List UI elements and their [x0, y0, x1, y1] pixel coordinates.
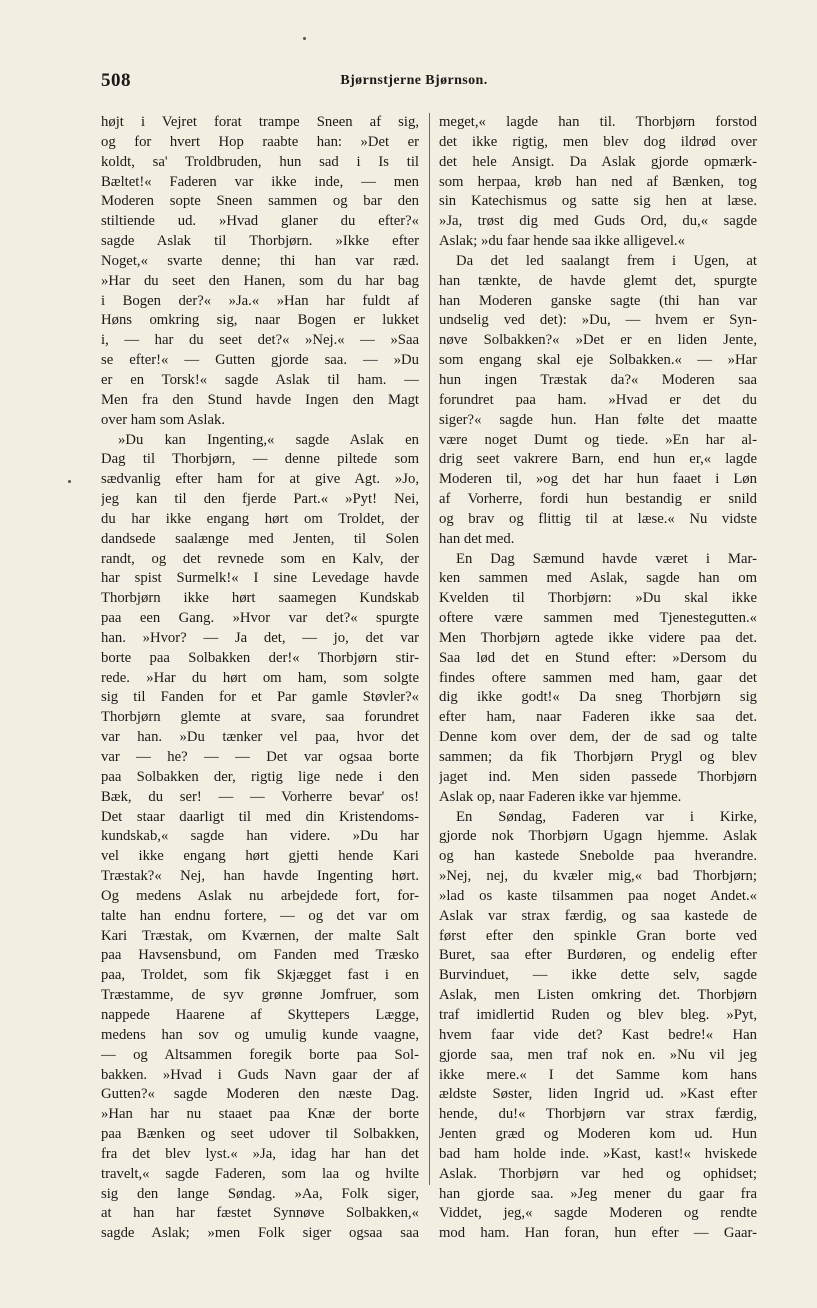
text-line: paa Solbakken der, rigtig lige nede i den [101, 768, 419, 785]
text-line: Men Thorbjørn agtede ikke videre paa det. [439, 629, 757, 646]
text-line: findes oftere sammen med ham, gaar det [439, 669, 757, 686]
text-line: »Har du seet den Hanen, som du har bag [101, 272, 419, 289]
text-line: at han har fæstet Synnøve Solbakken,« [101, 1205, 419, 1222]
text-line: bad ham holde inde. »Kast, kast!« hviskede [439, 1145, 757, 1162]
text-line: Træstamme, de syv grønne Jomfruer, som [101, 987, 419, 1004]
text-line: han gjorde saa. »Jeg mener du gaar fra [439, 1185, 757, 1202]
text-line: Thorbjørn ikke hørt saamegen Kundskab [101, 590, 419, 607]
text-line: Dag til Thorbjørn, — denne piltede som [101, 451, 419, 468]
text-line: være noget Dumt og tiede. »En har al- [439, 431, 757, 448]
text-line: Aslak; »du faar hende saa ikke alligevel.« [439, 233, 685, 250]
text-line: ikke mere.« I det Samme kom hans [439, 1066, 757, 1083]
text-line: talte han endnu fortere, — og det var om [101, 907, 419, 924]
text-line: han tænkte, de havde glemt det, spurgte [439, 272, 757, 289]
text-line: og for hvert Hop raabte han: »Det er [101, 133, 419, 150]
text-line: Denne kom over dem, der de sad og talte [439, 729, 757, 746]
text-line: Jenten græd og Moderen kom ud. Hun [439, 1126, 757, 1143]
text-line: mod ham. Han foran, hun efter — Gaar- [439, 1225, 757, 1242]
text-line: sin Katechismus og satte sig hen at læse. [439, 193, 757, 210]
text-line: som herpaa, krøb han ned af Bænken, tog [439, 173, 757, 190]
text-line: Noget,« svarte denne; thi han var ræd. [101, 252, 419, 269]
text-line: jeg kan til den fjerde Part.« »Pyt! Nei, [101, 491, 419, 508]
text-line: som engang skal eje Solbakken.« — »Har [439, 352, 757, 369]
text-line: »Ja, trøst dig med Guds Ord, du,« sagde [439, 213, 757, 230]
text-line: paa Bænken og seet udover til Solbakken, [101, 1126, 419, 1143]
text-line: Gutten?« sagde Moderen den næste Dag. [101, 1086, 419, 1103]
text-line: jaget ind. Men siden passede Thorbjørn [439, 768, 757, 785]
text-line: Da det led saalangt frem i Ugen, at [456, 252, 757, 269]
text-line: Høns omkring sig, naar Bogen er lukket [101, 312, 419, 329]
column-divider [429, 113, 430, 1185]
text-line: hende, du!« Thorbjørn var strax færdig, [439, 1106, 757, 1123]
text-line: du har ikke engang hørt om Troldet, der [101, 510, 419, 527]
text-line: han Moderen ganske sagte (thi han var [439, 292, 757, 309]
text-line: paa een Gang. »Hvor var det?« spurgte [101, 610, 419, 627]
margin-speck [68, 480, 71, 483]
text-line: hvem faar vide det? Kast bedre!« Han [439, 1026, 757, 1043]
text-line: travelt,« sagde Faderen, som laa og hvilte [101, 1165, 419, 1182]
text-line: borte paa Solbakken der!« Thorbjørn stir- [101, 649, 419, 666]
right-text-column [439, 113, 757, 1244]
text-line: nappede Haarene af Skyttepers Lægge, [101, 1006, 419, 1023]
text-line: og brav og flittig til at læse.« Nu vidste [439, 510, 757, 527]
text-line: Kari Træstak, om Kværnen, der malte Salt [101, 927, 419, 944]
text-line: gjorde nok Thorbjørn Ugagn hjemme. Aslak [439, 828, 757, 845]
text-line: det hele Ansigt. Da Aslak gjorde opmærk- [439, 153, 757, 170]
page-header [101, 70, 727, 94]
text-line: først efter den spinkle Gran borte ved [439, 927, 757, 944]
text-line: højt i Vejret forat trampe Sneen af sig, [101, 114, 419, 130]
page-number: 508 [101, 70, 131, 91]
text-line: kundskab,« sagde han videre. »Du har [101, 828, 419, 845]
text-line: har spist Surmelk!« I sine Levedage havde [101, 570, 419, 587]
text-line: En Dag Sæmund havde været i Mar- [456, 550, 757, 567]
text-line: traf imidlertid Ruden og blev bleg. »Pyt, [439, 1006, 757, 1023]
text-line: han det med. [439, 530, 515, 547]
text-line: Viddet, jeg,« sagde Moderen og rendte [439, 1205, 757, 1222]
text-line: undselig ved det): »Du, — hvem er Syn- [439, 312, 757, 329]
text-line: koldt, sa' Troldbruden, hun sad i Is til [101, 153, 419, 170]
text-line: var han. »Du tænker vel paa, hvor det [101, 729, 419, 746]
text-line: i Bogen der?« »Ja.« »Han har fuldt af [101, 292, 419, 309]
text-line: oftere være sammen med Tjenestegutten.« [439, 610, 757, 627]
text-line: vel ikke engang hørt gjetti hende Kari [101, 848, 419, 865]
text-line: Træstak?« Nej, han havde Ingenting hørt. [101, 868, 419, 885]
left-text-column [101, 113, 419, 1244]
text-line: sig den lange Søndag. »Aa, Folk siger, [101, 1185, 419, 1202]
text-line: ken sammen med Aslak, sagde han om [439, 570, 757, 587]
text-line: rede. »Har du hørt om ham, som solgte [101, 669, 419, 686]
text-line: han. »Hvor? — Ja det, — jo, det var [101, 629, 419, 646]
text-line: Moderen til, »og det har hun faaet i Løn [439, 471, 757, 488]
text-line: sagde Aslak til Thorbjørn. »Ikke efter [101, 233, 419, 250]
text-line: Aslak var strax færdig, og saa kastede de [439, 907, 757, 924]
text-line: gjorde saa, men traf nok en. »Nu vil jeg [439, 1046, 757, 1063]
text-line: Det staar daarligt til med din Kristendoms- [101, 808, 419, 825]
text-line: randt, og det revnede som en Kalv, der [101, 550, 419, 567]
text-line: Aslak op, naar Faderen ikke var hjemme. [439, 788, 682, 805]
text-line: »Nej, nej, du kvæler mig,« bad Thorbjørn; [439, 868, 757, 885]
text-line: drig seet vakrere Barn, end hun er,« lagde [439, 451, 757, 468]
text-line: Men fra den Stund havde Ingen den Magt [101, 391, 419, 408]
text-line: Burvinduet, — ikke dette selv, sagde [439, 967, 757, 984]
text-line: forundret paa ham. »Hvad er det du [439, 391, 757, 408]
text-line: dandsede saalænge med Jenten, til Solen [101, 530, 419, 547]
text-line: over ham som Aslak. [101, 411, 226, 428]
text-line: En Søndag, Faderen var i Kirke, [456, 808, 757, 825]
running-head: Bjørnstjerne Bjørnson. [340, 73, 488, 88]
text-line: Og medens Aslak nu arbejdede fort, for- [101, 887, 419, 904]
text-line: var — he? — — Det var ogsaa borte [101, 749, 419, 765]
text-line: sædvanlig efter ham for at give Agt. »Jo, [101, 471, 419, 488]
text-line: i, — har du seet det?« »Nej.« — »Saa [101, 332, 419, 349]
text-line: bakken. »Hvad i Guds Navn gaar der af [101, 1066, 419, 1083]
text-line: efter ham, naar Faderen ikke saa det. [439, 709, 757, 726]
text-line: medens han sov og umulig kunde vaagne, [101, 1026, 419, 1043]
text-line: paa, Troldet, som fik Skjægget fast i en [101, 967, 419, 984]
text-line: nøve Solbakken?« »Det er en liden Jente, [439, 332, 757, 349]
text-line: dig ikke godt!« Da sneg Thorbjørn sig [439, 689, 757, 706]
text-line: paa Havsensbund, om Fanden med Træsko [101, 947, 419, 964]
text-line: Bæk, du ser! — — Vorherre bevar' os! [101, 788, 419, 805]
text-line: sammen; da fik Thorbjørn Prygl og blev [439, 749, 757, 765]
print-speck [303, 37, 306, 40]
text-line: Saa lød det en Stund efter: »Dersom du [439, 649, 757, 666]
text-line: siger?« sagde hun. Han følte det maatte [439, 411, 757, 428]
text-line: det ikke rigtig, men blev dog ildrød over [439, 133, 757, 150]
text-line: stiltiende ud. »Hvad glaner du efter?« [101, 213, 419, 230]
text-line: Bæltet!« Faderen var ikke inde, — men [101, 173, 419, 190]
text-line: hun ingen Træstak da?« Moderen saa [439, 371, 757, 388]
text-line: Moderen sopte Sneen sammen og bar den [101, 193, 419, 210]
text-line: Aslak. Thorbjørn var hed og ophidset; [439, 1165, 757, 1182]
text-line: Kvelden til Thorbjørn: »Du skal ikke [439, 590, 757, 607]
text-line: ældste Søster, liden Ingrid ud. »Kast efter [439, 1086, 757, 1103]
text-line: sagde Aslak; »men Folk siger ogsaa saa [101, 1225, 419, 1242]
text-line: fra det blev lyst.« »Ja, idag har han det [101, 1145, 419, 1162]
text-line: — og Altsammen foregik borte paa Sol- [101, 1046, 419, 1063]
text-line: »Han har nu staaet paa Knæ der borte [101, 1106, 419, 1123]
text-line: er en Torsk!« sagde Aslak til ham. — [101, 371, 419, 388]
text-line: og han kastede Snebolde paa hverandre. [439, 848, 757, 865]
text-line: af Vorherre, fordi hun bestandig er snild [439, 491, 757, 508]
text-line: Buret, saa efter Burdøren, og endelig efter [439, 947, 757, 964]
text-line: Aslak, men Listen omkring det. Thorbjørn [439, 987, 757, 1004]
text-line: meget,« lagde han til. Thorbjørn forstod [439, 114, 757, 130]
text-line: »lad os kaste tilsammen paa noget Andet.« [439, 887, 757, 904]
text-line: se efter!« — Gutten gjorde saa. — »Du [101, 352, 419, 369]
text-line: Thorbjørn glemte at svare, saa forundret [101, 709, 419, 726]
text-line: »Du kan Ingenting,« sagde Aslak en [118, 431, 419, 448]
text-line: sig til Fanden for et Par gamle Støvler?« [101, 689, 419, 706]
